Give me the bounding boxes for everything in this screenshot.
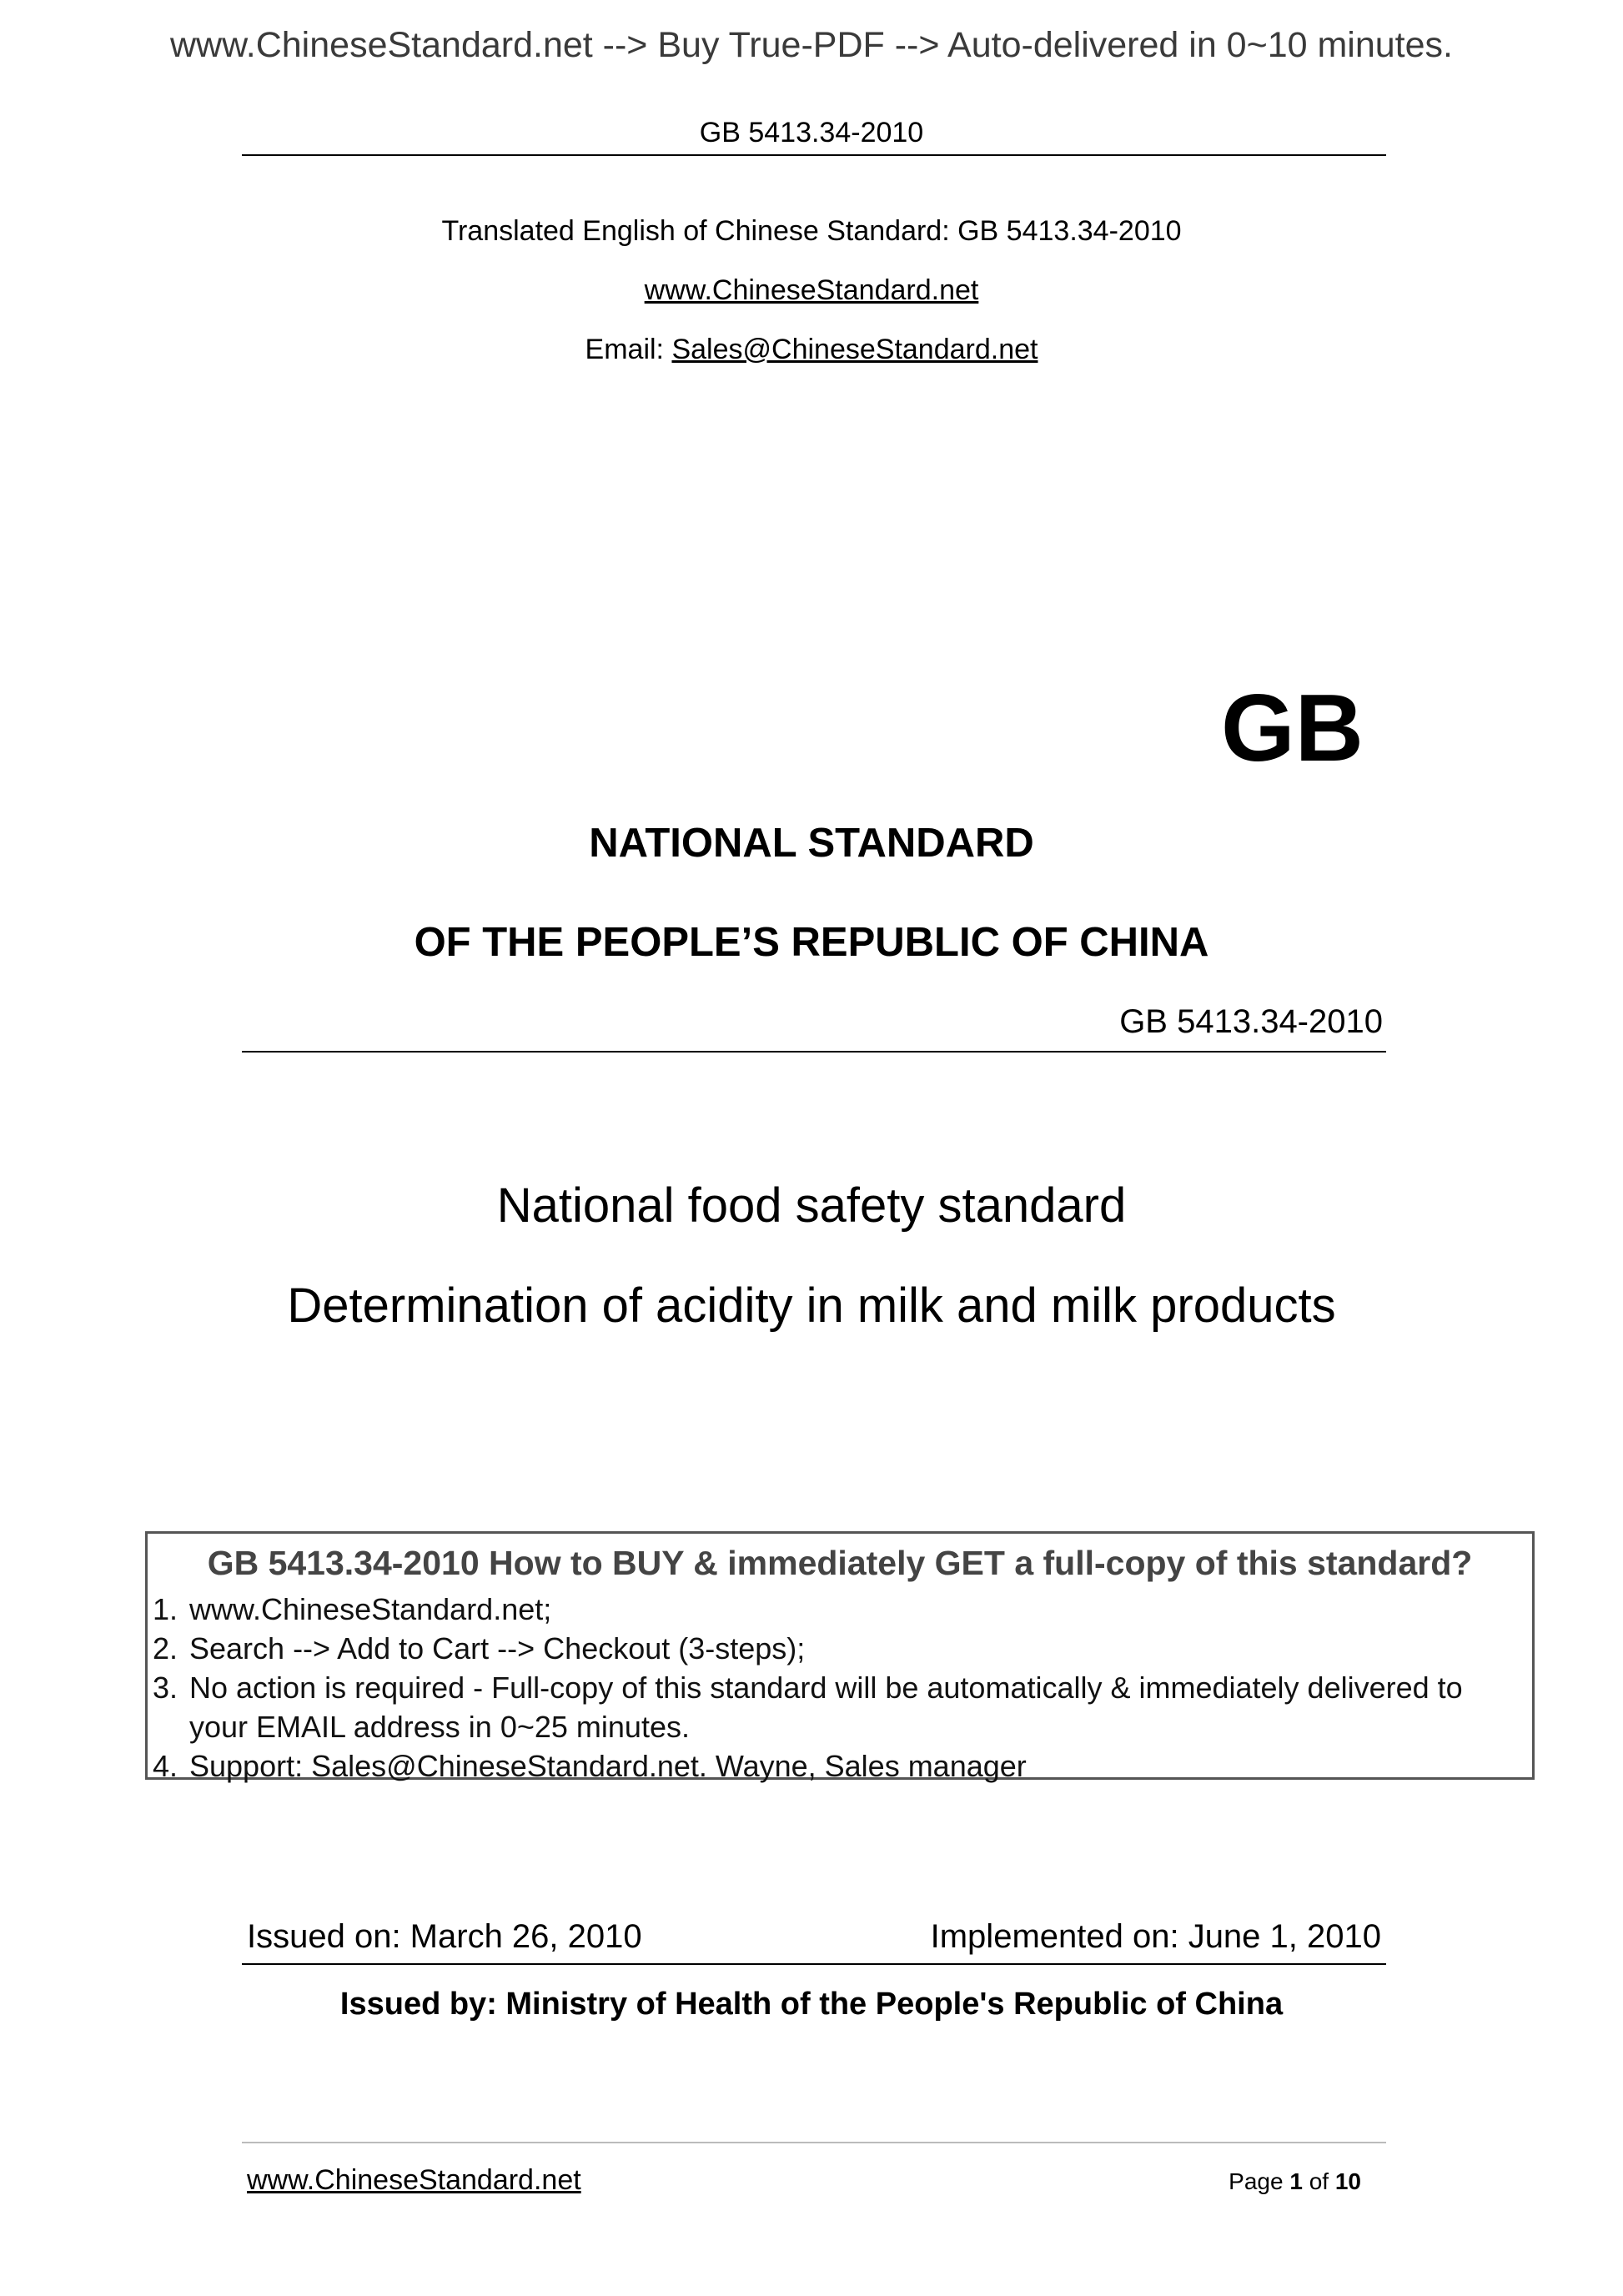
header-divider	[242, 154, 1386, 156]
website-link[interactable]: www.ChineseStandard.net	[644, 274, 979, 306]
issued-on-date: Issued on: March 26, 2010	[247, 1918, 642, 1955]
implemented-on-date: Implemented on: June 1, 2010	[930, 1918, 1381, 1955]
total-pages: 10	[1334, 2168, 1361, 2194]
footer-website-link[interactable]: www.ChineseStandard.net	[247, 2164, 581, 2196]
national-standard-heading: NATIONAL STANDARD	[589, 821, 1034, 866]
top-banner: www.ChineseStandard.net --> Buy True-PDF --> Auto-delivered in 0~10 minutes.	[169, 25, 1453, 65]
website-line	[0, 274, 1623, 307]
header-standard-code: GB 5413.34-2010	[699, 117, 924, 148]
translation-notice: Translated English of Chinese Standard: GB 5413.34-2010	[441, 215, 1182, 247]
of-label: of	[1309, 2168, 1329, 2194]
step-text: www.ChineseStandard.net;	[189, 1592, 552, 1626]
email-line	[0, 334, 1623, 366]
purchase-step	[153, 1631, 805, 1666]
step-text: No action is required - Full-copy of this standard will be automatically & immediately delivered to	[189, 1671, 1463, 1705]
purchase-step	[153, 1749, 1027, 1784]
step-number: 4.	[153, 1749, 178, 1783]
footer-website-line	[247, 2164, 581, 2197]
purchase-step	[153, 1671, 1463, 1706]
code-divider	[242, 1051, 1386, 1053]
step-number: 2.	[153, 1631, 178, 1665]
standard-code: GB 5413.34-2010	[1119, 1003, 1383, 1040]
purchase-info-box	[145, 1531, 1535, 1783]
issue-divider	[242, 1963, 1386, 1965]
page-number	[1229, 2168, 1361, 2195]
purchase-heading: GB 5413.34-2010 How to BUY & immediately GET a full-copy of this standard?	[207, 1544, 1473, 1582]
email-link[interactable]: Sales@ChineseStandard.net	[671, 334, 1038, 365]
step-text: Support: Sales@ChineseStandard.net. Wayne, Sales manager	[189, 1749, 1027, 1783]
footer-divider	[242, 2142, 1386, 2143]
email-label: Email:	[585, 334, 672, 365]
purchase-step	[153, 1592, 551, 1627]
document-title-line2: Determination of acidity in milk and milk products	[287, 1279, 1336, 1333]
step-number: 1.	[153, 1592, 178, 1626]
current-page: 1	[1289, 2168, 1303, 2194]
gb-logo: GB	[1221, 676, 1364, 781]
page-label: Page	[1229, 2168, 1284, 2194]
step-number: 3.	[153, 1671, 178, 1705]
document-title-line1: National food safety standard	[496, 1178, 1127, 1233]
prc-heading: OF THE PEOPLE’S REPUBLIC OF CHINA	[414, 920, 1209, 965]
step-text: your EMAIL address in 0~25 minutes.	[189, 1710, 690, 1744]
step-text: Search --> Add to Cart --> Checkout (3-steps);	[189, 1631, 806, 1665]
issuing-authority: Issued by: Ministry of Health of the People's Republic of China	[339, 1987, 1284, 2022]
purchase-step-continued	[153, 1710, 690, 1745]
